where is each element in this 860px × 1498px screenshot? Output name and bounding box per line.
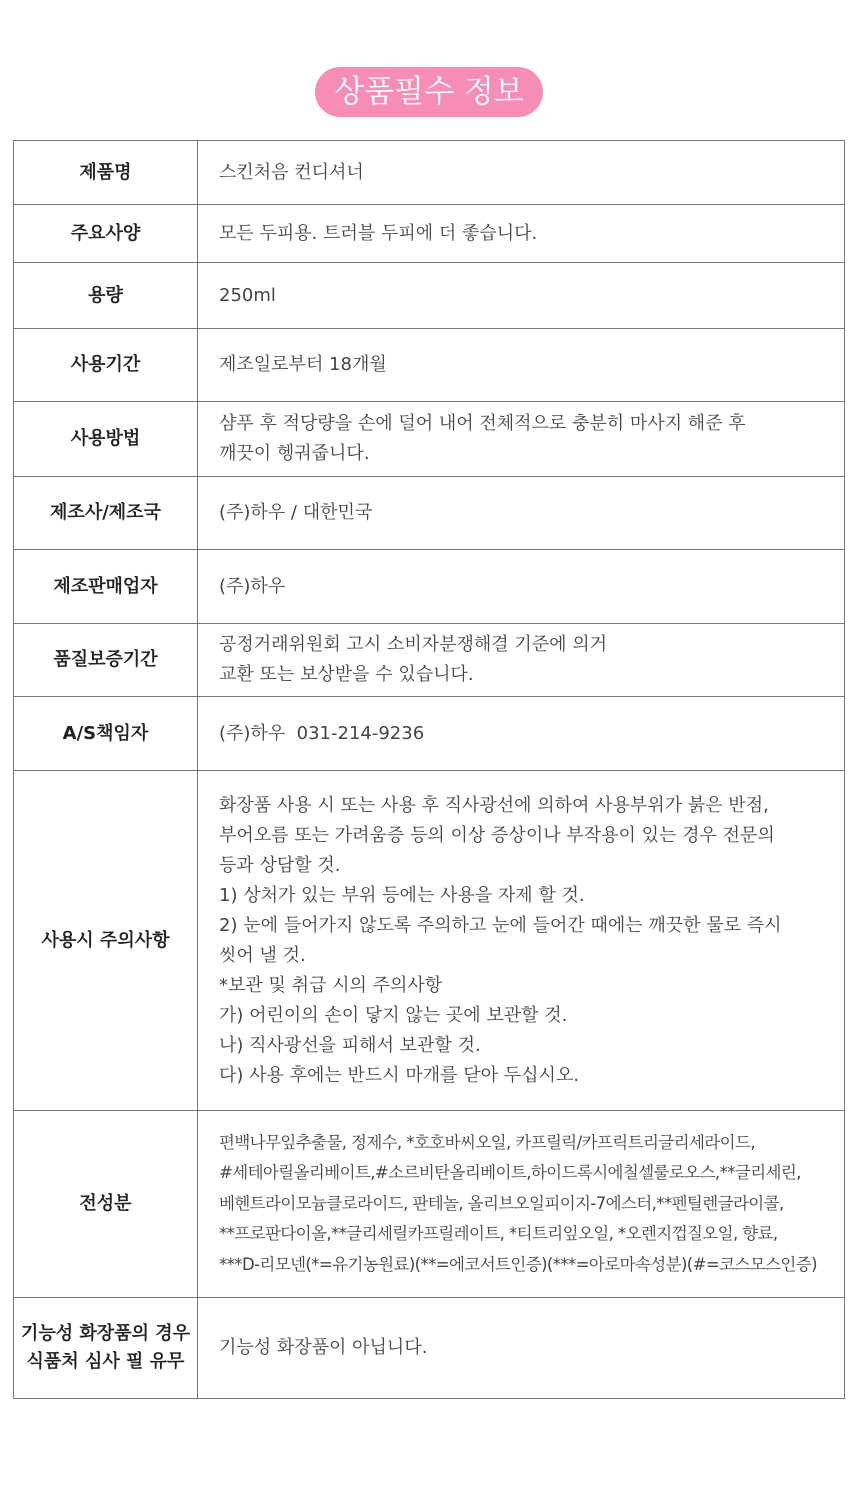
row-value xyxy=(198,205,845,263)
row-value-text: 제조일로부터 18개월 xyxy=(219,354,387,375)
row-label xyxy=(14,624,198,697)
row-label-text: 사용시 주의사항 xyxy=(41,929,170,951)
row-value-text: 1) 상처가 있는 부위 등에는 사용을 자제 할 것. xyxy=(219,884,585,906)
row-value-text: 2) 눈에 들어가지 않도록 주의하고 눈에 들어간 때에는 깨끗한 물로 즉시 xyxy=(219,914,782,936)
row-value-text: 샴푸 후 적당량을 손에 덜어 내어 전체적으로 충분히 마사지 해준 후 xyxy=(219,413,746,434)
row-label-text: 주요사양 xyxy=(70,222,141,244)
row-value-text: 교환 또는 보상받을 수 있습니다. xyxy=(219,664,474,685)
row-label-text: 제조판매업자 xyxy=(53,575,158,597)
row-value-text: 공정거래위원회 고시 소비자분쟁해결 기준에 의거 xyxy=(219,634,608,655)
row-value-text: 가) 어린이의 손이 닿지 않는 곳에 보관할 것. xyxy=(219,1004,568,1026)
row-value-text: 화장품 사용 시 또는 사용 후 직사광선에 의하여 사용부위가 붉은 반점, xyxy=(219,794,769,816)
row-value-text: **프로판다이올,**글리세릴카프릴레이트, *티트리잎오일, *오렌지껍질오일, 향료, xyxy=(219,1224,778,1244)
row-value xyxy=(198,263,845,329)
row-label-text: 용량 xyxy=(88,284,123,306)
row-value-text: 다) 사용 후에는 반드시 마개를 닫아 두십시오. xyxy=(219,1064,580,1086)
row-value-text: 스킨처음 컨디셔너 xyxy=(219,161,364,183)
row-label xyxy=(14,402,198,477)
row-value xyxy=(198,1298,845,1399)
row-value-text: *보관 및 취급 시의 주의사항 xyxy=(219,974,443,996)
row-value xyxy=(198,329,845,402)
row-value-text: 부어오름 또는 가려움증 등의 이상 증상이나 부작용이 있는 경우 전문의 xyxy=(219,824,775,846)
row-value-text: 씻어 낼 것. xyxy=(219,944,306,966)
row-value-text: ***D-리모넨(*=유기농원료)(**=에코서트인증)(***=아로마속성분)(#=코스모스인증) xyxy=(219,1254,817,1274)
row-label-text: A/S책임자 xyxy=(62,722,149,744)
row-value xyxy=(198,697,845,771)
table-row xyxy=(14,477,845,550)
row-value-text: 모든 두피용. 트러블 두피에 더 좋습니다. xyxy=(219,222,538,244)
row-label-text: 기능성 화장품의 경우 xyxy=(20,1323,191,1344)
row-value-text: #세테아릴올리베이트,#소르비탄올리베이트,하이드록시에칠셀룰로오스,**글리세린, xyxy=(219,1163,801,1183)
row-value-text: 기능성 화장품이 아닙니다. xyxy=(219,1337,428,1358)
row-label-text: 제품명 xyxy=(79,161,132,183)
row-label xyxy=(14,697,198,771)
row-value-text: 등과 상담할 것. xyxy=(219,854,341,876)
row-label xyxy=(14,205,198,263)
row-value xyxy=(198,550,845,624)
row-value xyxy=(198,141,845,205)
product-info-table xyxy=(13,140,845,1399)
row-label xyxy=(14,477,198,550)
row-value-text: (주)하우 / 대한민국 xyxy=(219,502,373,523)
table-row xyxy=(14,263,845,329)
row-value xyxy=(198,624,845,697)
table-row xyxy=(14,550,845,624)
table-row xyxy=(14,1298,845,1399)
table-row xyxy=(14,1111,845,1298)
row-label xyxy=(14,550,198,624)
row-value xyxy=(198,402,845,477)
table-row xyxy=(14,697,845,771)
row-value xyxy=(198,1111,845,1298)
row-label xyxy=(14,329,198,402)
row-value-text: 나) 직사광선을 피해서 보관할 것. xyxy=(219,1034,481,1056)
row-label-text: 품질보증기간 xyxy=(53,649,158,670)
row-value-text: (주)하우 031-214-9236 xyxy=(219,722,425,744)
row-label xyxy=(14,1298,198,1399)
row-label-text: 제조사/제조국 xyxy=(50,502,161,523)
row-value xyxy=(198,477,845,550)
row-value-text: 베헨트라이모늄클로라이드, 판테놀, 올리브오일피이지-7에스터,**펜틸렌글라이콜, xyxy=(219,1193,784,1213)
table-row xyxy=(14,329,845,402)
row-value-text: 편백나무잎추출물, 정제수, *호호바씨오일, 카프릴릭/카프릭트리글리세라이드, xyxy=(219,1132,755,1152)
row-value-text: (주)하우 xyxy=(219,575,286,597)
table-row xyxy=(14,205,845,263)
row-value-text: 깨끗이 헹궈줍니다. xyxy=(219,443,370,464)
table-row xyxy=(14,624,845,697)
row-value xyxy=(198,771,845,1111)
row-label-text: 전성분 xyxy=(79,1193,132,1214)
table-row xyxy=(14,141,845,205)
row-label-text: 사용방법 xyxy=(70,428,141,449)
table-row xyxy=(14,771,845,1111)
row-label-text: 식품처 심사 필 유무 xyxy=(26,1351,185,1372)
section-title-badge: 상품필수 정보 xyxy=(315,67,543,117)
table-row xyxy=(14,402,845,477)
row-label-text: 사용기간 xyxy=(70,354,141,375)
row-label xyxy=(14,263,198,329)
row-value-text: 250ml xyxy=(219,284,276,306)
row-label xyxy=(14,141,198,205)
row-label xyxy=(14,1111,198,1298)
row-label xyxy=(14,771,198,1111)
